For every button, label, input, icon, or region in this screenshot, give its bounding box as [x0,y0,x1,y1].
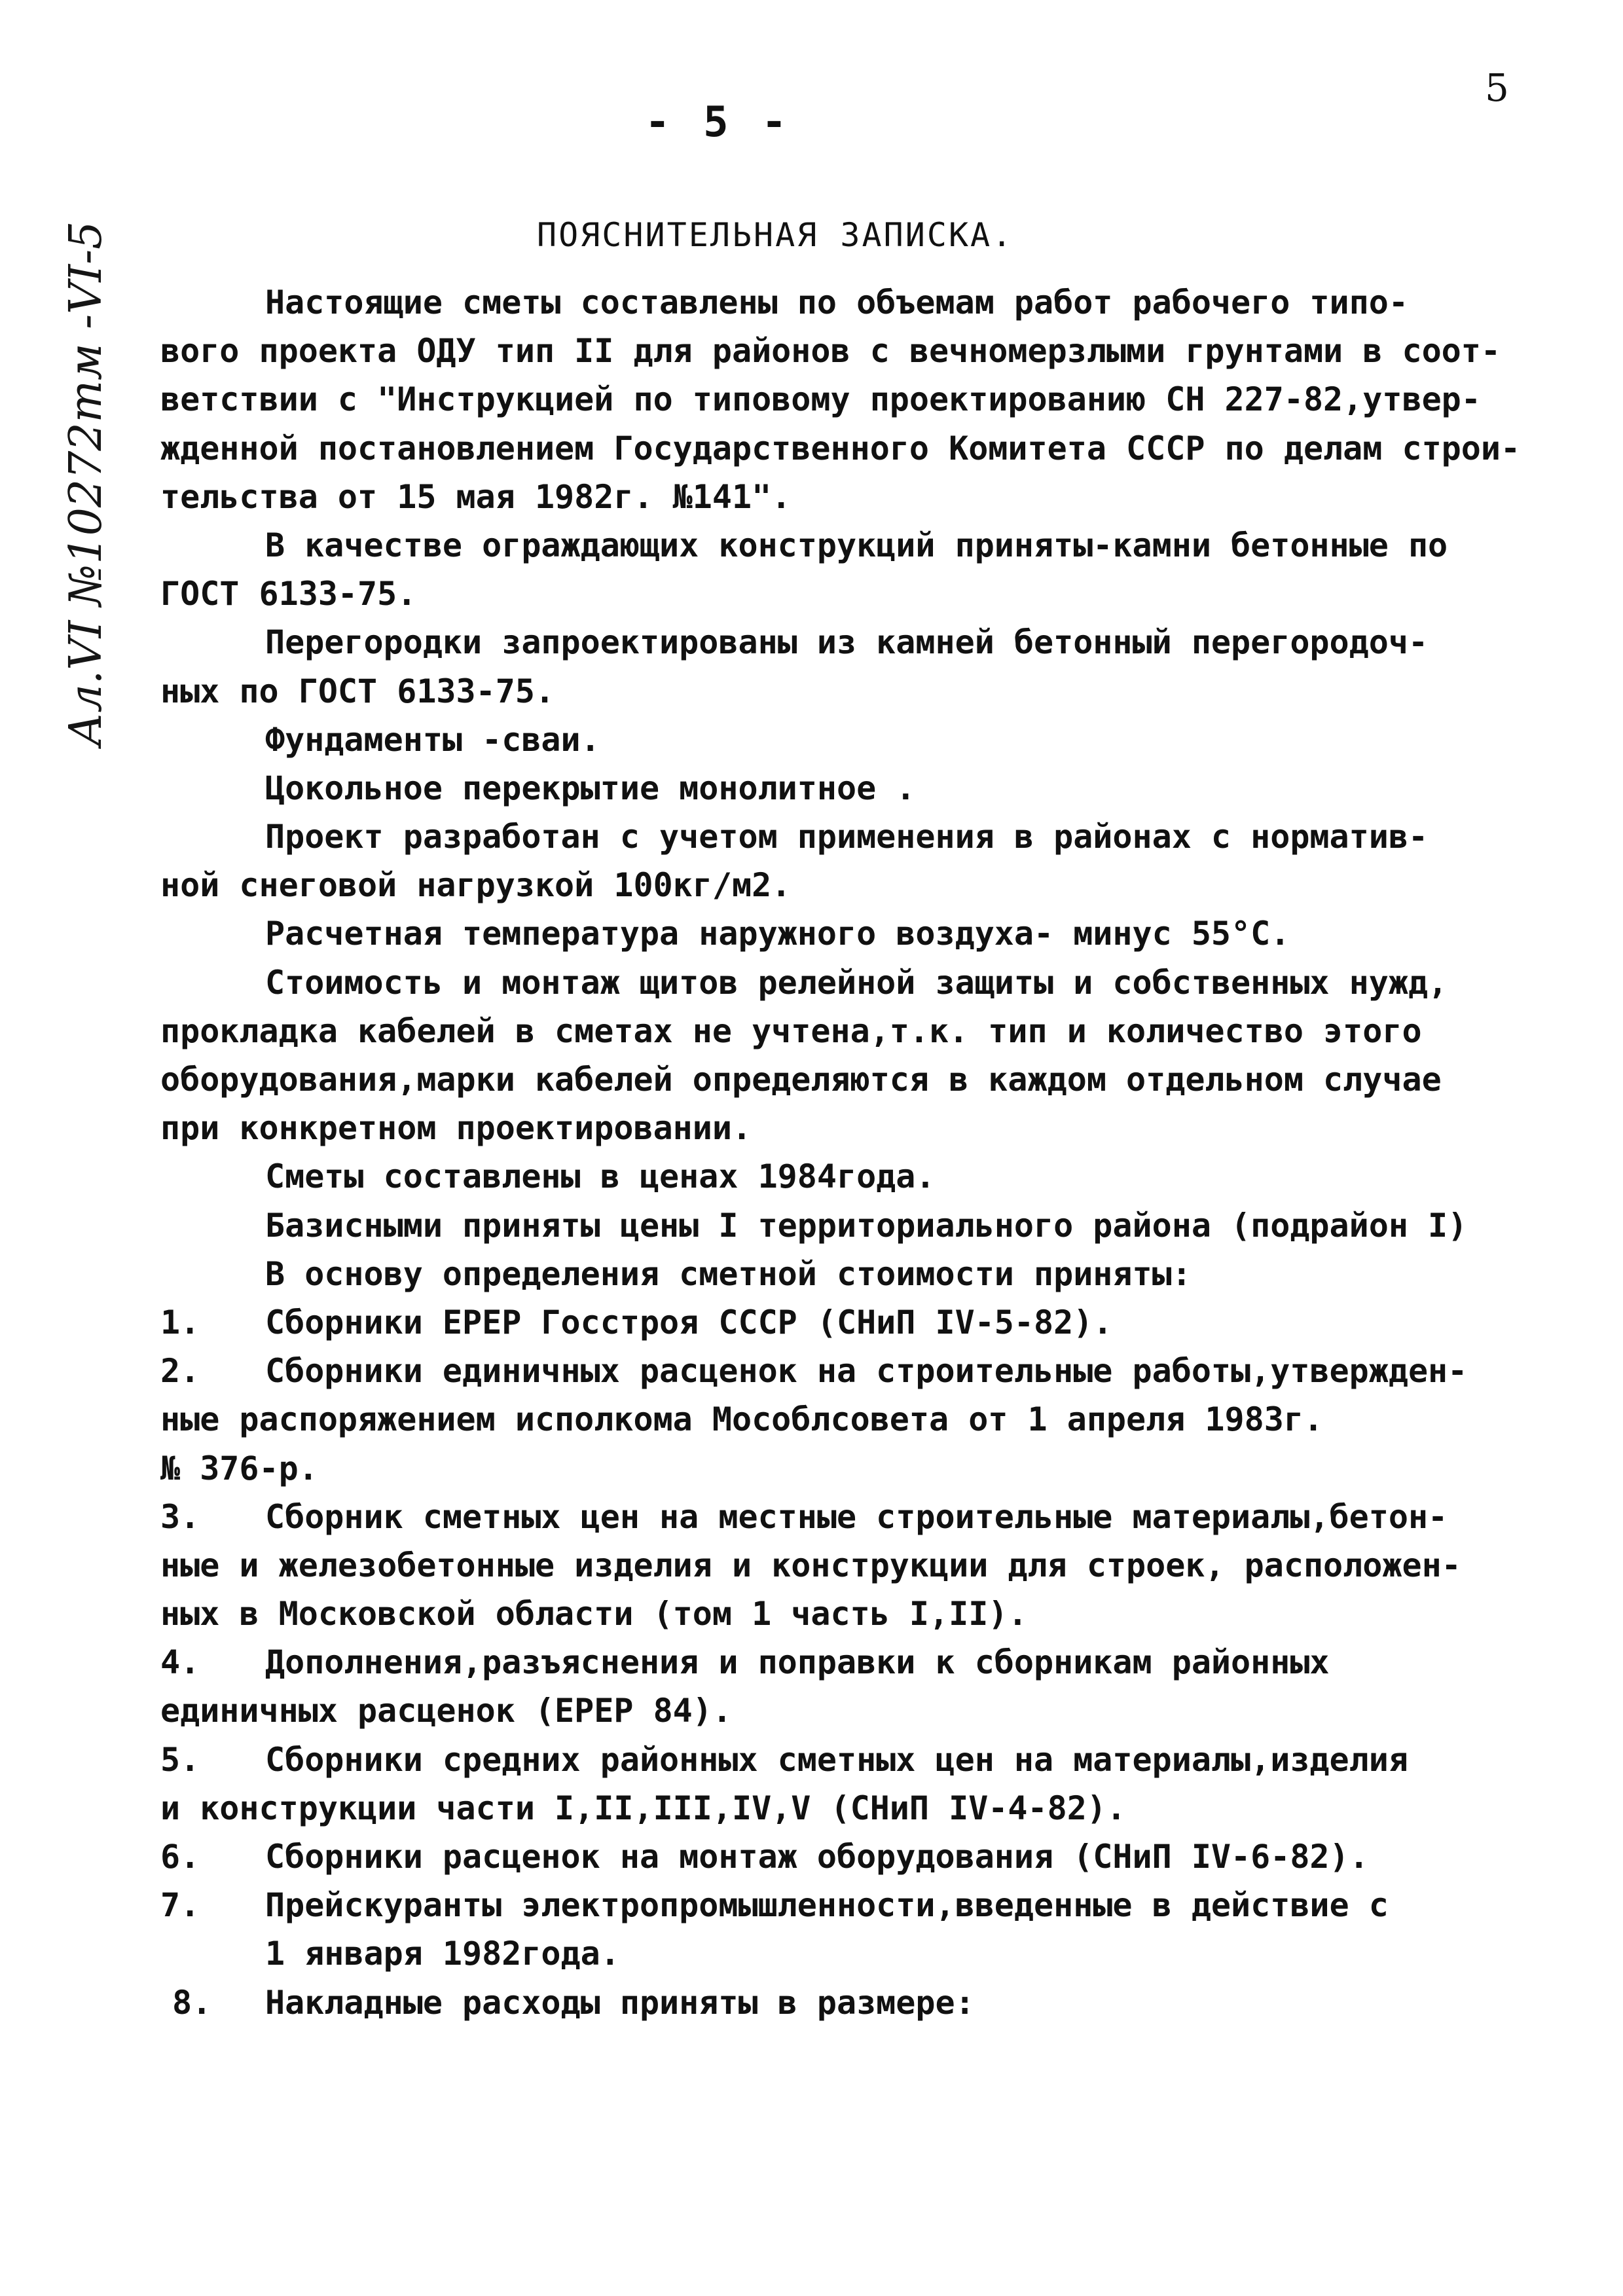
text-line: Сборники ЕРЕР Госстроя СССР (СНиП IV-5-82). [265,1303,1113,1341]
text-line: Сборники расценок на монтаж оборудования (СНиП IV-6-82). [265,1838,1369,1876]
paragraph [160,764,1568,812]
text-line: Сметы составлены в ценах 1984года. [265,1157,936,1196]
text-line: оборудования,марки кабелей определяются в каждом отдельном случае [160,1061,1442,1099]
text-line: прокладка кабелей в сметах не учтена,т.к. тип и количество этого [160,1011,1422,1050]
list-item [160,1881,1568,1978]
paragraph [160,958,1568,1153]
text-line: ные и железобетонные изделия и конструкции для строек, расположен- [160,1546,1461,1584]
text-line: В основу определения сметной стоимости приняты: [265,1254,1192,1293]
text-line: вого проекта ОДУ тип II для районов с вечномерзлыми грунтами в соот- [160,332,1501,371]
text-line: ные распоряжением исполкома Мособлсовета от 1 апреля 1983г. [160,1400,1324,1439]
text-line: Прейскуранты электропромышленности,введенные в действие с [265,1886,1389,1925]
list-item [160,1298,1568,1347]
list-item [160,1347,1568,1493]
paragraph [160,812,1568,909]
paragraph [160,1152,1568,1201]
list-item-number: 1. [160,1303,200,1341]
text-line: Дополнения,разъяснения и поправки к сборникам районных [265,1643,1330,1682]
list-item-number: 6. [160,1838,200,1876]
text-line: Проект разработан с учетом применения в районах с норматив- [265,818,1429,856]
text-line: жденной постановлением Государственного Комитета СССР по делам строи- [160,429,1521,467]
list-item [160,1736,1568,1832]
text-line: Сборник сметных цен на местные строительные материалы,бетон- [265,1497,1448,1536]
list-item [160,1638,1568,1735]
text-line: ных по ГОСТ 6133-75. [160,672,555,710]
text-line: Фундаменты -сваи. [265,720,600,759]
list-item-number: 8. [172,1983,212,2022]
list-item [160,1493,1568,1639]
text-line: В качестве ограждающих конструкций приняты-камни бетонные по [265,526,1448,564]
text-line: при конкретном проектировании. [160,1109,752,1148]
list-item-number: 2. [160,1352,200,1391]
page-number: - 5 - [645,98,791,147]
document-body [160,278,1568,2027]
list-item-number: 5. [160,1740,200,1779]
paragraph [160,1201,1568,1250]
list-item-number: 3. [160,1497,200,1536]
text-line: Цокольное перекрытие монолитное . [265,769,916,807]
text-line: Сборники единичных расценок на строительные работы,утвержден- [265,1352,1468,1391]
text-line: № 376-р. [160,1449,318,1487]
text-line: ных в Московской области (том 1 часть I,II). [160,1595,1028,1633]
text-line: единичных расценок (ЕРЕР 84). [160,1692,732,1730]
text-line: ветствии с "Инструкцией по типовому проектированию СН 227-82,утвер- [160,380,1481,419]
paragraph [160,1250,1568,1298]
list-item-number: 7. [160,1886,200,1925]
text-line: тельства от 15 мая 1982г. №141". [160,477,792,516]
text-line: Сборники средних районных сметных цен на материалы,изделия [265,1740,1408,1779]
paragraph [160,521,1568,618]
text-line: Настоящие сметы составлены по объемам работ рабочего типо- [265,283,1408,321]
text-line: 1 января 1982года. [265,1935,620,1973]
text-line: и конструкции части I,II,III,IV,V (СНиП IV-4-82). [160,1789,1127,1827]
text-line: ГОСТ 6133-75. [160,575,417,613]
list-item [160,1832,1568,1881]
text-line: ной снеговой нагрузкой 100кг/м2. [160,866,792,905]
list-item [160,1978,1568,2027]
paragraph [160,618,1568,715]
text-line: Перегородки запроектированы из камней бетонный перегородоч- [265,623,1429,662]
list-item-number: 4. [160,1643,200,1682]
text-line: Накладные расходы приняты в размере: [265,1983,975,2022]
paragraph [160,278,1568,521]
paragraph [160,716,1568,764]
sheet-number: 5 [1485,65,1509,110]
margin-handwritten-note: Ал.VI №10272тм -VI-5 [60,221,112,746]
text-line: Стоимость и монтаж щитов релейной защиты и собственных нужд, [265,963,1448,1002]
text-line: Расчетная температура наружного воздуха- минус 55°С. [265,915,1290,953]
paragraph [160,909,1568,958]
text-line: Базисными приняты цены I территориального района (подрайон I) [265,1206,1468,1245]
page-title: ПОЯСНИТЕЛЬНАЯ ЗАПИСКА. [537,216,1014,254]
